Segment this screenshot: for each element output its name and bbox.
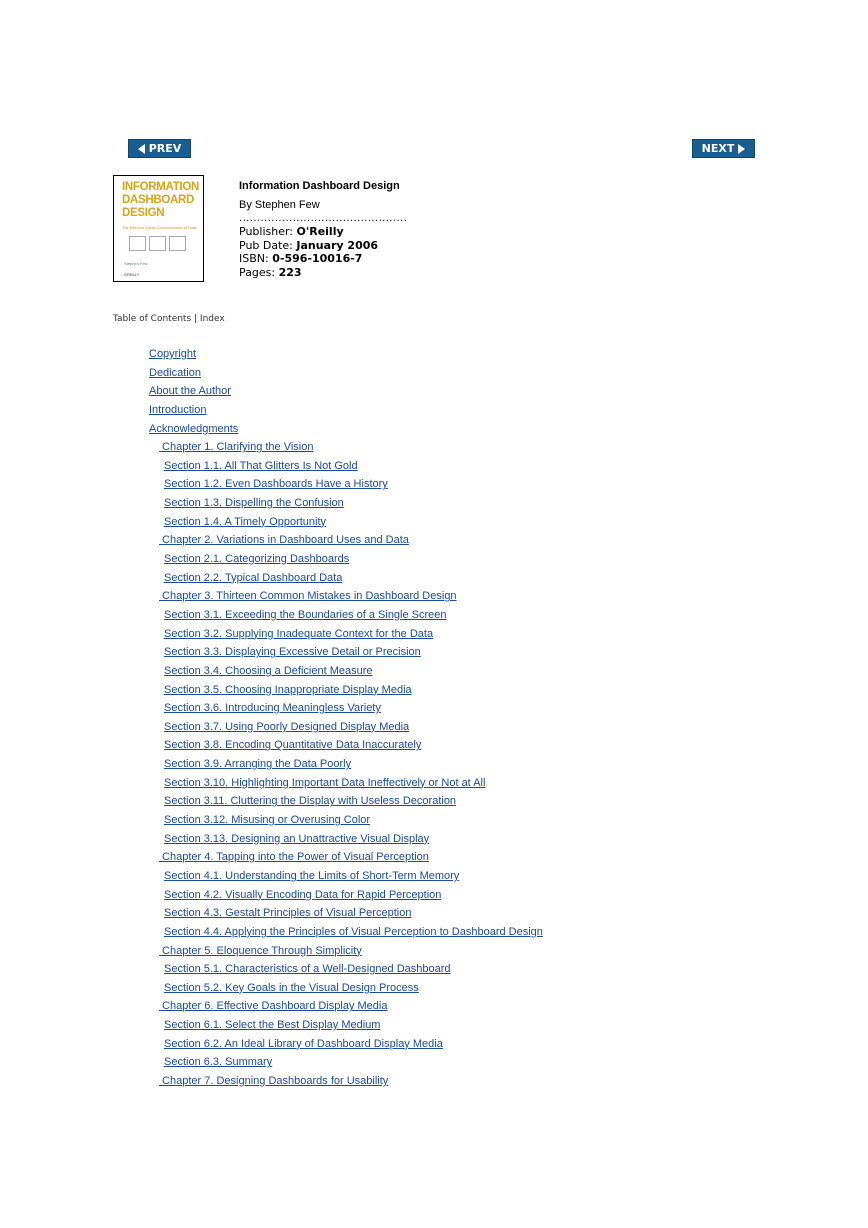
next-label: NEXT bbox=[701, 142, 735, 155]
toc-chapter-link[interactable]: Chapter 2. Variations in Dashboard Uses and Data bbox=[159, 534, 409, 547]
prev-label: PREV bbox=[148, 142, 182, 155]
cover-pen-icon bbox=[169, 236, 186, 251]
publisher-value: O'Reilly bbox=[296, 225, 344, 238]
toc-chapter-link[interactable]: Chapter 7. Designing Dashboards for Usability bbox=[159, 1074, 389, 1087]
toc-section-link[interactable]: Section 1.2. Even Dashboards Have a History bbox=[164, 478, 388, 491]
arrow-right-icon bbox=[738, 144, 745, 154]
toc-index-links bbox=[113, 314, 225, 324]
toc-section-link[interactable]: Section 1.1. All That Glitters Is Not Gold bbox=[164, 459, 358, 472]
pages-value: 223 bbox=[278, 265, 302, 279]
toc-chapter-link[interactable]: Chapter 5. Eloquence Through Simplicity bbox=[159, 944, 362, 957]
toc-section-link[interactable]: Section 4.1. Understanding the Limits of Short-Term Memory bbox=[164, 869, 460, 882]
toc-chapter-link[interactable]: Chapter 3. Thirteen Common Mistakes in Dashboard Design bbox=[159, 590, 457, 603]
cover-chart-icon bbox=[129, 236, 146, 251]
toc-section-link[interactable]: Section 3.6. Introducing Meaningless Variety bbox=[164, 702, 381, 715]
toc-chapter-link[interactable]: Chapter 6. Effective Dashboard Display Media bbox=[159, 1000, 388, 1013]
toc-section-link[interactable]: Section 3.10. Highlighting Important Data Ineffectively or Not at All bbox=[164, 776, 486, 789]
toc-section-link[interactable]: Section 4.2. Visually Encoding Data for Rapid Perception bbox=[164, 888, 442, 901]
isbn-value: 0-596-10016-7 bbox=[272, 252, 363, 265]
prev-button[interactable] bbox=[128, 139, 191, 158]
toc-section-link[interactable]: Section 3.11. Cluttering the Display with Useless Decoration bbox=[164, 795, 457, 808]
toc-chapter-link[interactable]: Chapter 1. Clarifying the Vision bbox=[159, 441, 314, 454]
dotted-separator: ............................................... bbox=[239, 213, 408, 224]
cover-subtitle: The Effective Visual Communication of Data bbox=[122, 226, 197, 230]
link-separator: | bbox=[191, 314, 200, 324]
publisher-label: Publisher: bbox=[239, 225, 297, 238]
table-of-contents-link[interactable]: Table of Contents bbox=[113, 314, 192, 324]
toc-section-link[interactable]: Section 5.1. Characteristics of a Well-Designed Dashboard bbox=[164, 963, 451, 976]
arrow-left-icon bbox=[138, 144, 145, 154]
toc-section-link[interactable]: Section 3.13. Designing an Unattractive Visual Display bbox=[164, 832, 430, 845]
cover-publisher-logo: O'REILLY bbox=[124, 273, 140, 277]
pages-label: Pages: bbox=[239, 265, 279, 279]
toc-front-matter-link[interactable]: About the Author bbox=[149, 385, 231, 398]
toc-section-link[interactable]: Section 3.5. Choosing Inappropriate Display Media bbox=[164, 683, 412, 696]
pub-date-label: Pub Date: bbox=[239, 238, 297, 252]
toc-section-link[interactable]: Section 5.2. Key Goals in the Visual Design Process bbox=[164, 981, 419, 994]
toc-section-link[interactable]: Section 6.3. Summary bbox=[164, 1056, 273, 1069]
cover-title-line: DASHBOARD bbox=[122, 194, 195, 206]
toc-section-link[interactable]: Section 3.1. Exceeding the Boundaries of a Single Screen bbox=[164, 608, 447, 621]
toc-section-link[interactable]: Section 3.8. Encoding Quantitative Data Inaccurately bbox=[164, 739, 422, 752]
cover-author: Stephen Few bbox=[124, 261, 148, 266]
toc-section-link[interactable]: Section 4.4. Applying the Principles of Visual Perception to Dashboard Design bbox=[164, 925, 543, 938]
cover-list-icon bbox=[149, 236, 166, 251]
isbn-line bbox=[239, 252, 407, 266]
pub-date-line bbox=[239, 239, 407, 253]
pages-line bbox=[239, 266, 407, 280]
next-button[interactable] bbox=[692, 139, 755, 158]
toc-section-link[interactable]: Section 3.2. Supplying Inadequate Context for the Data bbox=[164, 627, 434, 640]
toc-section-link[interactable]: Section 2.1. Categorizing Dashboards bbox=[164, 553, 350, 566]
isbn-label: ISBN: bbox=[239, 252, 273, 265]
toc-section-link[interactable]: Section 3.3. Displaying Excessive Detail or Precision bbox=[164, 646, 421, 659]
book-author: By Stephen Few bbox=[239, 199, 320, 211]
toc-front-matter-link[interactable]: Copyright bbox=[149, 348, 197, 360]
cover-title-line: DESIGN bbox=[122, 207, 165, 219]
toc-section-link[interactable]: Section 3.7. Using Poorly Designed Display Media bbox=[164, 720, 410, 733]
book-cover-image bbox=[113, 175, 204, 282]
cover-title-line: INFORMATION bbox=[122, 181, 199, 193]
toc-front-matter-link[interactable]: Introduction bbox=[149, 403, 207, 416]
toc-section-link[interactable]: Section 3.4. Choosing a Deficient Measure bbox=[164, 664, 373, 677]
toc-front-matter-link[interactable]: Acknowledgments bbox=[149, 422, 239, 435]
index-link[interactable]: Index bbox=[199, 314, 225, 324]
toc-section-link[interactable]: Section 4.3. Gestalt Principles of Visual Perception bbox=[164, 907, 412, 920]
toc-section-link[interactable]: Section 3.12. Misusing or Overusing Color bbox=[164, 814, 371, 827]
cover-illustration bbox=[129, 236, 186, 251]
toc-front-matter-link[interactable]: Dedication bbox=[149, 366, 201, 379]
book-title: Information Dashboard Design bbox=[239, 180, 400, 192]
toc-section-link[interactable]: Section 2.2. Typical Dashboard Data bbox=[164, 571, 343, 584]
toc-section-link[interactable]: Section 3.9. Arranging the Data Poorly bbox=[164, 758, 352, 771]
toc-section-link[interactable]: Section 1.3. Dispelling the Confusion bbox=[164, 497, 344, 510]
book-info bbox=[239, 179, 407, 279]
publisher-line bbox=[239, 225, 407, 239]
cover-title bbox=[122, 181, 202, 220]
toc-section-link[interactable]: Section 6.2. An Ideal Library of Dashboard Display Media bbox=[164, 1037, 443, 1050]
pub-date-value: January 2006 bbox=[296, 238, 379, 252]
toc-section-link[interactable]: Section 1.4. A Timely Opportunity bbox=[164, 515, 327, 528]
table-of-contents bbox=[149, 345, 543, 1091]
toc-chapter-link[interactable]: Chapter 4. Tapping into the Power of Visual Perception bbox=[159, 851, 429, 864]
toc-section-link[interactable]: Section 6.1. Select the Best Display Medium bbox=[164, 1019, 381, 1032]
